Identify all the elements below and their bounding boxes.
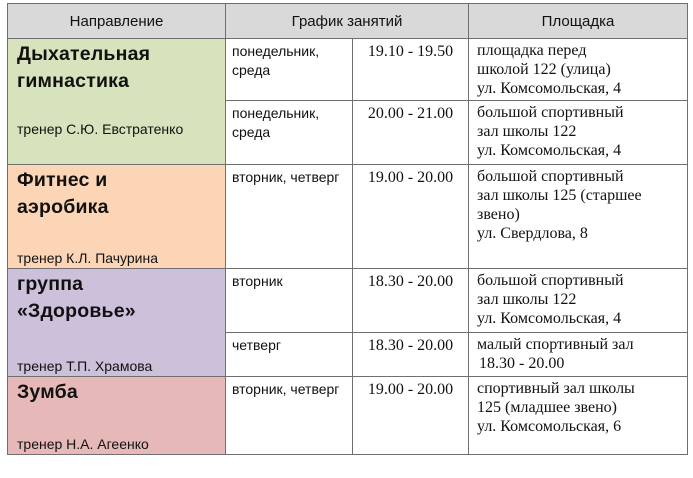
place-line: 125 (младшее звено) (477, 399, 617, 416)
table-row (8, 165, 688, 269)
header-venue: Площадка (469, 4, 688, 39)
place-line: малый спортивный зал (477, 336, 634, 353)
session-time: 18.30 - 20.00 (353, 333, 469, 377)
place-line: большой спортивный (477, 168, 624, 185)
place-line: школой 122 (улица) (477, 61, 611, 78)
trainer-name: тренер К.Л. Пачурина (17, 250, 158, 266)
session-place (469, 377, 688, 455)
trainer-name: тренер С.Ю. Евстратенко (17, 121, 184, 137)
direction-cell-fitness (8, 165, 226, 269)
trainer-name: тренер Т.П. Храмова (17, 358, 153, 374)
place-line: ул. Комсомольская, 6 (477, 418, 622, 435)
place-line: ул. Комсомольская, 4 (477, 310, 622, 327)
session-days: понедельник, среда (226, 101, 353, 165)
schedule-table (7, 3, 688, 455)
header-row (8, 4, 688, 39)
trainer-name: тренер Н.А. Агеенко (17, 436, 149, 452)
session-place (469, 39, 688, 101)
direction-cell-breathing (8, 39, 226, 165)
session-days: вторник, четверг (226, 165, 353, 269)
direction-name: Дыхательная гимнастика (17, 43, 151, 92)
place-line: звено) (477, 206, 520, 223)
place-line: большой спортивный (477, 104, 624, 121)
direction-cell-zumba (8, 377, 226, 455)
session-time: 19.10 - 19.50 (353, 39, 469, 101)
place-line: ул. Свердлова, 8 (477, 225, 588, 242)
place-line: большой спортивный (477, 272, 624, 289)
table-row (8, 377, 688, 455)
place-line: зал школы 122 (477, 123, 577, 140)
session-place (469, 165, 688, 269)
place-line: 18.30 - 20.00 (479, 355, 565, 372)
session-time: 20.00 - 21.00 (353, 101, 469, 165)
direction-name: группа «Здоровье» (17, 273, 136, 322)
place-line: площадка перед (477, 42, 587, 59)
table-row (8, 39, 688, 101)
session-days: понедельник, среда (226, 39, 353, 101)
header-schedule: График занятий (226, 4, 469, 39)
direction-name: Зумба (17, 381, 78, 403)
direction-cell-health (8, 269, 226, 377)
session-days: вторник, четверг (226, 377, 353, 455)
place-line: спортивный зал школы (477, 380, 635, 397)
session-place (469, 101, 688, 165)
session-days: четверг (226, 333, 353, 377)
place-line: зал школы 125 (старшее (477, 187, 642, 204)
place-line: ул. Комсомольская, 4 (477, 80, 622, 97)
header-direction: Направление (8, 4, 226, 39)
place-line: зал школы 122 (477, 291, 577, 308)
session-place (469, 269, 688, 333)
session-time: 18.30 - 20.00 (353, 269, 469, 333)
table-row (8, 269, 688, 333)
session-place (469, 333, 688, 377)
session-time: 19.00 - 20.00 (353, 377, 469, 455)
place-line: ул. Комсомольская, 4 (477, 142, 622, 159)
session-days: вторник (226, 269, 353, 333)
session-time: 19.00 - 20.00 (353, 165, 469, 269)
direction-name: Фитнес и аэробика (17, 169, 109, 218)
